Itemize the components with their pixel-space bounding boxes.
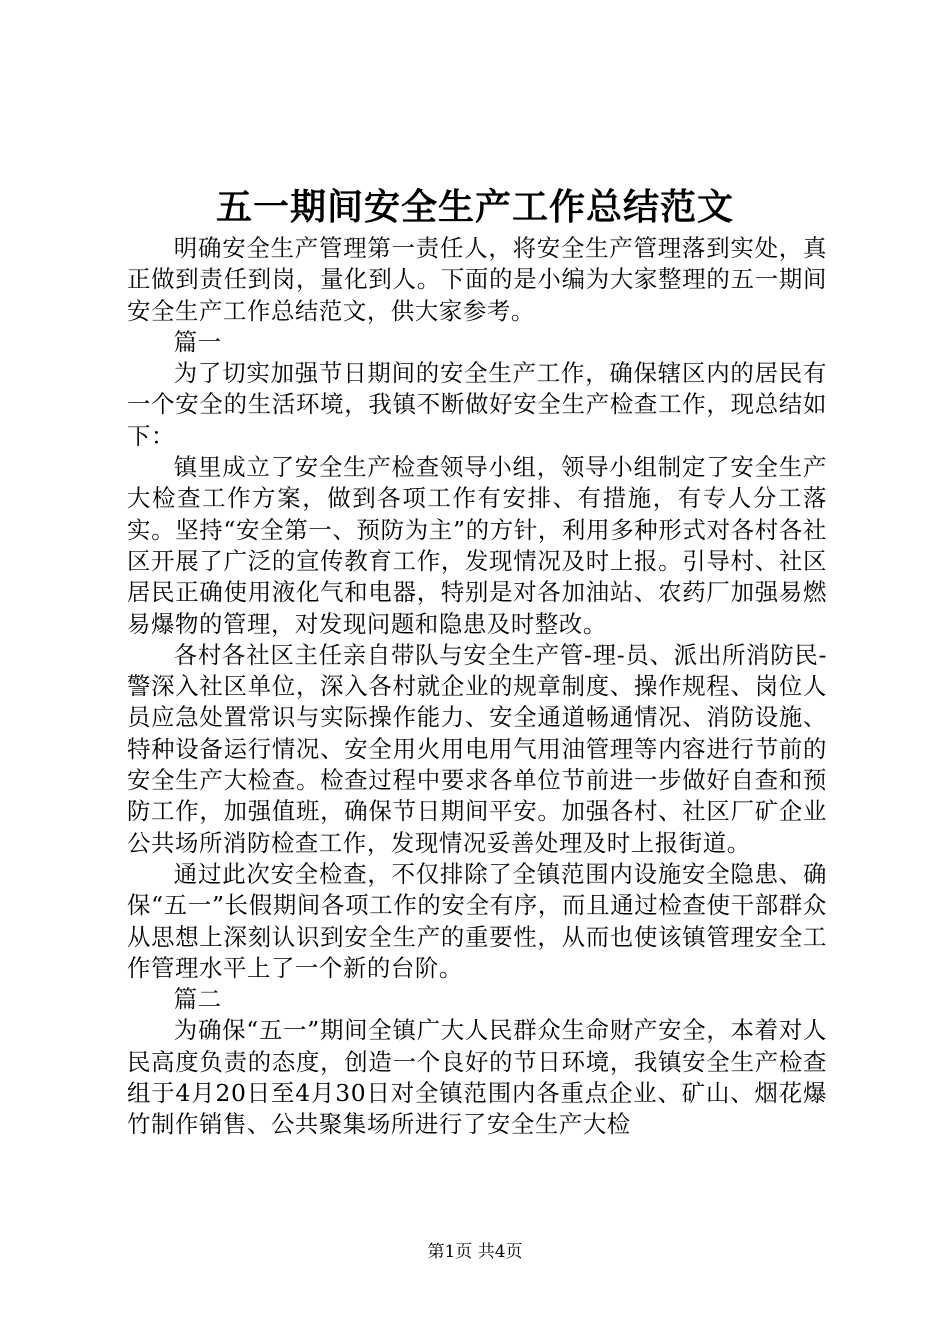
paragraph: 为了切实加强节日期间的安全生产工作，确保辖区内的居民有一个安全的生活环境，我镇不断做好安全生产检查工作，现总结如下： — [127, 359, 827, 450]
page-number-footer: 第1页 共4页 — [427, 1242, 523, 1262]
paragraph: 镇里成立了安全生产检查领导小组，领导小组制定了安全生产大检查工作方案，做到各项工作有安排、有措施，有专人分工落实。坚持“安全第一、预防为主”的方针，利用多种形式对各村各社区开展了广泛的宣传教育工作，发现情况及时上报。引导村、社区居民正确使用液化气和电器，特别是对各加油站、农药厂加强易燃易爆物的管理，对发现问题和隐患及时整改。 — [127, 453, 827, 638]
document-title: 五一期间安全生产工作总结范文 — [215, 186, 734, 228]
section-heading-part-two: 篇二 — [173, 985, 222, 1014]
paragraph: 通过此次安全检查，不仅排除了全镇范围内设施安全隐患、确保“五一”长假期间各项工作的安全有序，而且通过检查使干部群众从思想上深刻认识到安全生产的重要性，从而也使该镇管理安全工作管理水平上了一个新的台阶。 — [127, 859, 827, 982]
paragraph: 各村各社区主任亲自带队与安全生产管-理-员、派出所消防民-警深入社区单位，深入各村就企业的规章制度、操作规程、岗位人员应急处置常识与实际操作能力、安全通道畅通情况、消防设施、特种设备运行情况、安全用火用电用气用油管理等内容进行节前的安全生产大检查。检查过程中要求各单位节前进一步做好自查和预防工作，加强值班，确保节日期间平安。加强各村、社区厂矿企业公共场所消防检查工作，发现情况妥善处理及时上报街道。 — [127, 640, 827, 857]
paragraph-intro: 明确安全生产管理第一责任人，将安全生产管理落到实处，真正做到责任到岗，量化到人。下面的是小编为大家整理的五一期间安全生产工作总结范文，供大家参考。 — [127, 234, 827, 325]
section-heading-part-one: 篇一 — [173, 327, 222, 356]
paragraph: 为确保“五一”期间全镇广大人民群众生命财产安全，本着对人民高度负责的态度，创造一个良好的节日环境，我镇安全生产检查组于4月20日至4月30日对全镇范围内各重点企业、矿山、烟花爆竹制作销售、公共聚集场所进行了安全生产大检 — [127, 1016, 827, 1139]
document-body — [127, 233, 827, 1141]
